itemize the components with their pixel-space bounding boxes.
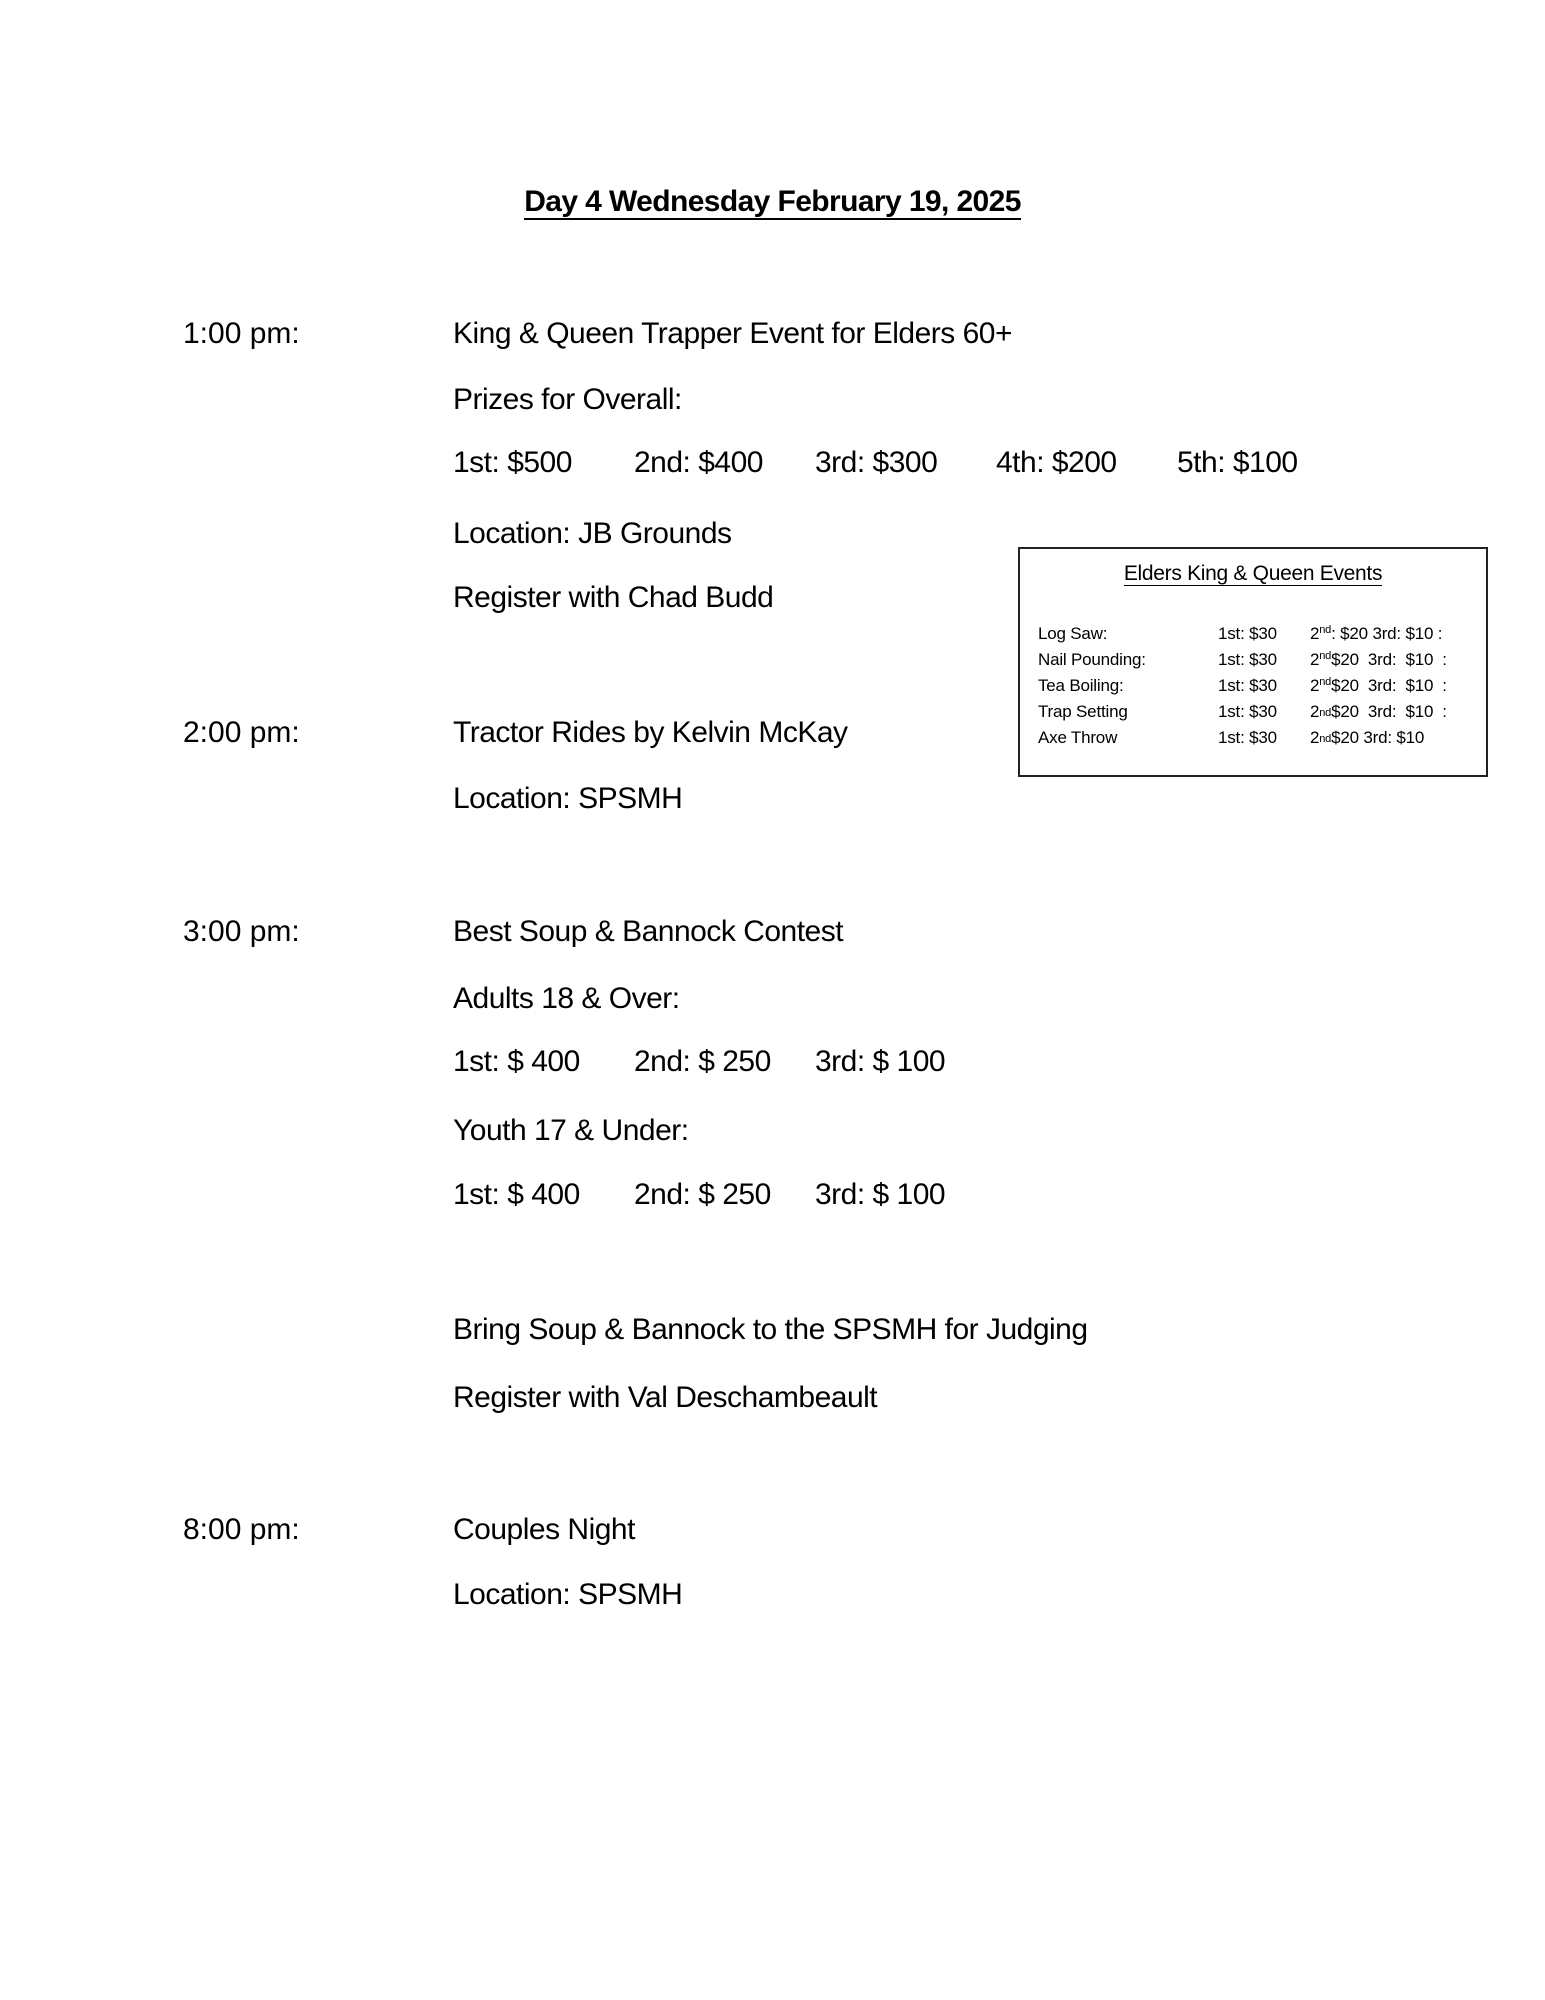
register-text: Register with Val Deschambeault <box>453 1381 878 1414</box>
elders-other-prizes: 2nd$20 3rd: $10 <box>1310 728 1425 747</box>
prize-3rd: 3rd: $300 <box>815 446 938 479</box>
ordinal-suffix: nd <box>1319 733 1332 745</box>
ordinal-suffix: nd <box>1319 707 1332 719</box>
event-title: King & Queen Trapper Event for Elders 60+ <box>453 317 1013 350</box>
elders-event-name: Nail Pounding: <box>1038 650 1146 669</box>
time-label: 8:00 pm: <box>183 1513 300 1546</box>
youth-prize-2nd: 2nd: $ 250 <box>634 1178 771 1211</box>
location-text: Location: SPSMH <box>453 1578 683 1611</box>
elders-first-prize: 1st: $30 <box>1218 676 1277 695</box>
elders-box-title-text: Elders King & Queen Events <box>1123 562 1383 585</box>
page-title-text: Day 4 Wednesday February 19, 2025 <box>524 185 1021 218</box>
elders-other-prizes: 2nd: $20 3rd: $10 : <box>1310 624 1443 643</box>
elders-first-prize: 1st: $30 <box>1218 702 1277 721</box>
location-text: Location: SPSMH <box>453 782 683 815</box>
adults-prize-2nd: 2nd: $ 250 <box>634 1045 771 1078</box>
elders-event-name: Tea Boiling: <box>1038 676 1124 695</box>
youth-prize-1st: 1st: $ 400 <box>453 1178 580 1211</box>
elders-events-box <box>1018 547 1488 777</box>
adults-prize-3rd: 3rd: $ 100 <box>815 1045 946 1078</box>
elders-event-name: Axe Throw <box>1038 728 1118 747</box>
time-label: 1:00 pm: <box>183 317 300 350</box>
judging-note: Bring Soup & Bannock to the SPSMH for Judging <box>453 1313 1088 1346</box>
youth-heading: Youth 17 & Under: <box>453 1114 689 1147</box>
elders-other-prizes: 2nd$20 3rd: $10 : <box>1310 650 1447 669</box>
youth-prize-3rd: 3rd: $ 100 <box>815 1178 946 1211</box>
register-text: Register with Chad Budd <box>453 581 774 614</box>
elders-first-prize: 1st: $30 <box>1218 624 1277 643</box>
event-title: Couples Night <box>453 1513 635 1546</box>
location-text: Location: JB Grounds <box>453 517 732 550</box>
elders-prize-rest: $20 3rd: $10 : <box>1331 676 1447 695</box>
elders-first-prize: 1st: $30 <box>1218 650 1277 669</box>
prize-heading: Prizes for Overall: <box>453 383 682 416</box>
elders-prize-rest: $20 3rd: $10 : <box>1331 650 1447 669</box>
elders-event-name: Trap Setting <box>1038 702 1128 721</box>
elders-first-prize: 1st: $30 <box>1218 728 1277 747</box>
elders-other-prizes: 2nd$20 3rd: $10 : <box>1310 676 1447 695</box>
ordinal-suffix: nd <box>1319 650 1332 662</box>
prize-1st: 1st: $500 <box>453 446 572 479</box>
ordinal-suffix: nd <box>1319 624 1332 636</box>
event-title: Tractor Rides by Kelvin McKay <box>453 716 848 749</box>
adults-heading: Adults 18 & Over: <box>453 982 680 1015</box>
event-title: Best Soup & Bannock Contest <box>453 915 844 948</box>
elders-other-prizes: 2nd$20 3rd: $10 : <box>1310 702 1447 721</box>
prize-5th: 5th: $100 <box>1177 446 1298 479</box>
adults-prize-1st: 1st: $ 400 <box>453 1045 580 1078</box>
time-label: 2:00 pm: <box>183 716 300 749</box>
elders-event-name: Log Saw: <box>1038 624 1108 643</box>
elders-prize-rest: $20 3rd: $10 <box>1331 728 1425 747</box>
elders-prize-rest: : $20 3rd: $10 : <box>1331 624 1443 643</box>
elders-box-title <box>1020 561 1486 587</box>
elders-prize-rest: $20 3rd: $10 : <box>1331 702 1447 721</box>
prize-4th: 4th: $200 <box>996 446 1117 479</box>
page-title <box>0 184 1545 220</box>
prize-2nd: 2nd: $400 <box>634 446 763 479</box>
time-label: 3:00 pm: <box>183 915 300 948</box>
ordinal-suffix: nd <box>1319 676 1332 688</box>
